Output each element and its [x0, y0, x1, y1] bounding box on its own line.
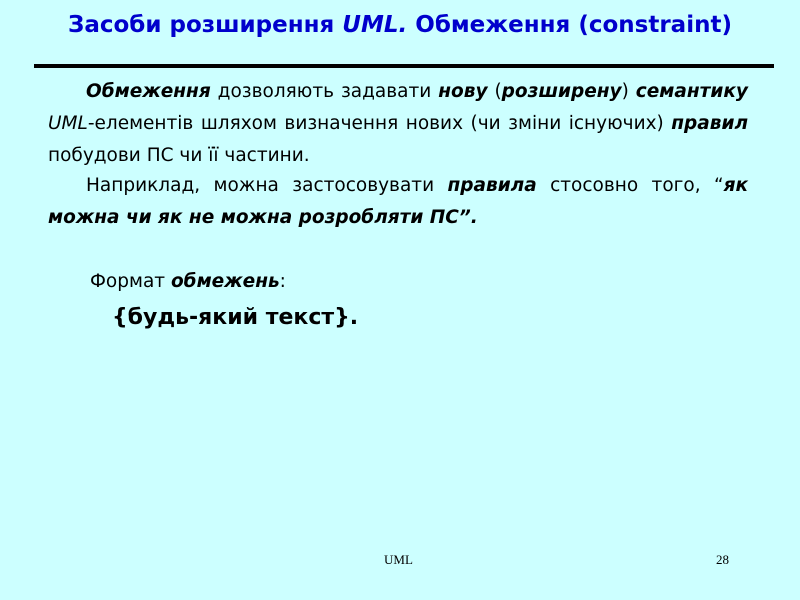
title-part-3: Обмеження (constraint): [407, 12, 732, 38]
text-span: як можна чи як не можна розробляти ПС: [48, 175, 748, 228]
title-divider: [34, 64, 774, 68]
text-span: Формат: [90, 271, 171, 292]
format-label: [90, 266, 286, 298]
text-span: Обмеження: [86, 81, 211, 102]
page-number: 28: [716, 552, 729, 567]
slide-title: [0, 12, 800, 38]
text-span: -елементів шляхом визначення нових (чи зміни існуючих): [87, 113, 672, 134]
text-span: Наприклад, можна застосовувати: [86, 175, 448, 196]
text-span: дозволяють задавати: [210, 81, 439, 102]
footer-label: UML: [384, 552, 413, 567]
text-span: ”.: [458, 207, 478, 228]
text-span: правил: [671, 113, 748, 134]
text-span: :: [279, 271, 286, 292]
format-example: {будь-який текст}.: [112, 305, 359, 330]
title-part-uml: UML.: [342, 12, 408, 38]
paragraph-example: [48, 170, 748, 234]
text-span: (: [487, 81, 502, 102]
text-span: обмежень: [170, 271, 280, 292]
text-span: стосовно того, “: [536, 175, 724, 196]
paragraph-constraints-definition: [48, 76, 748, 172]
text-span: побудови ПС чи її частини.: [48, 145, 310, 166]
text-span: правила: [447, 175, 537, 196]
text-span: UML: [48, 113, 88, 134]
title-part-1: Засоби розширення: [68, 12, 343, 38]
text-span: ): [621, 81, 636, 102]
text-span: нову: [438, 81, 488, 102]
text-span: семантику: [635, 81, 748, 102]
text-span: розширену: [501, 81, 622, 102]
